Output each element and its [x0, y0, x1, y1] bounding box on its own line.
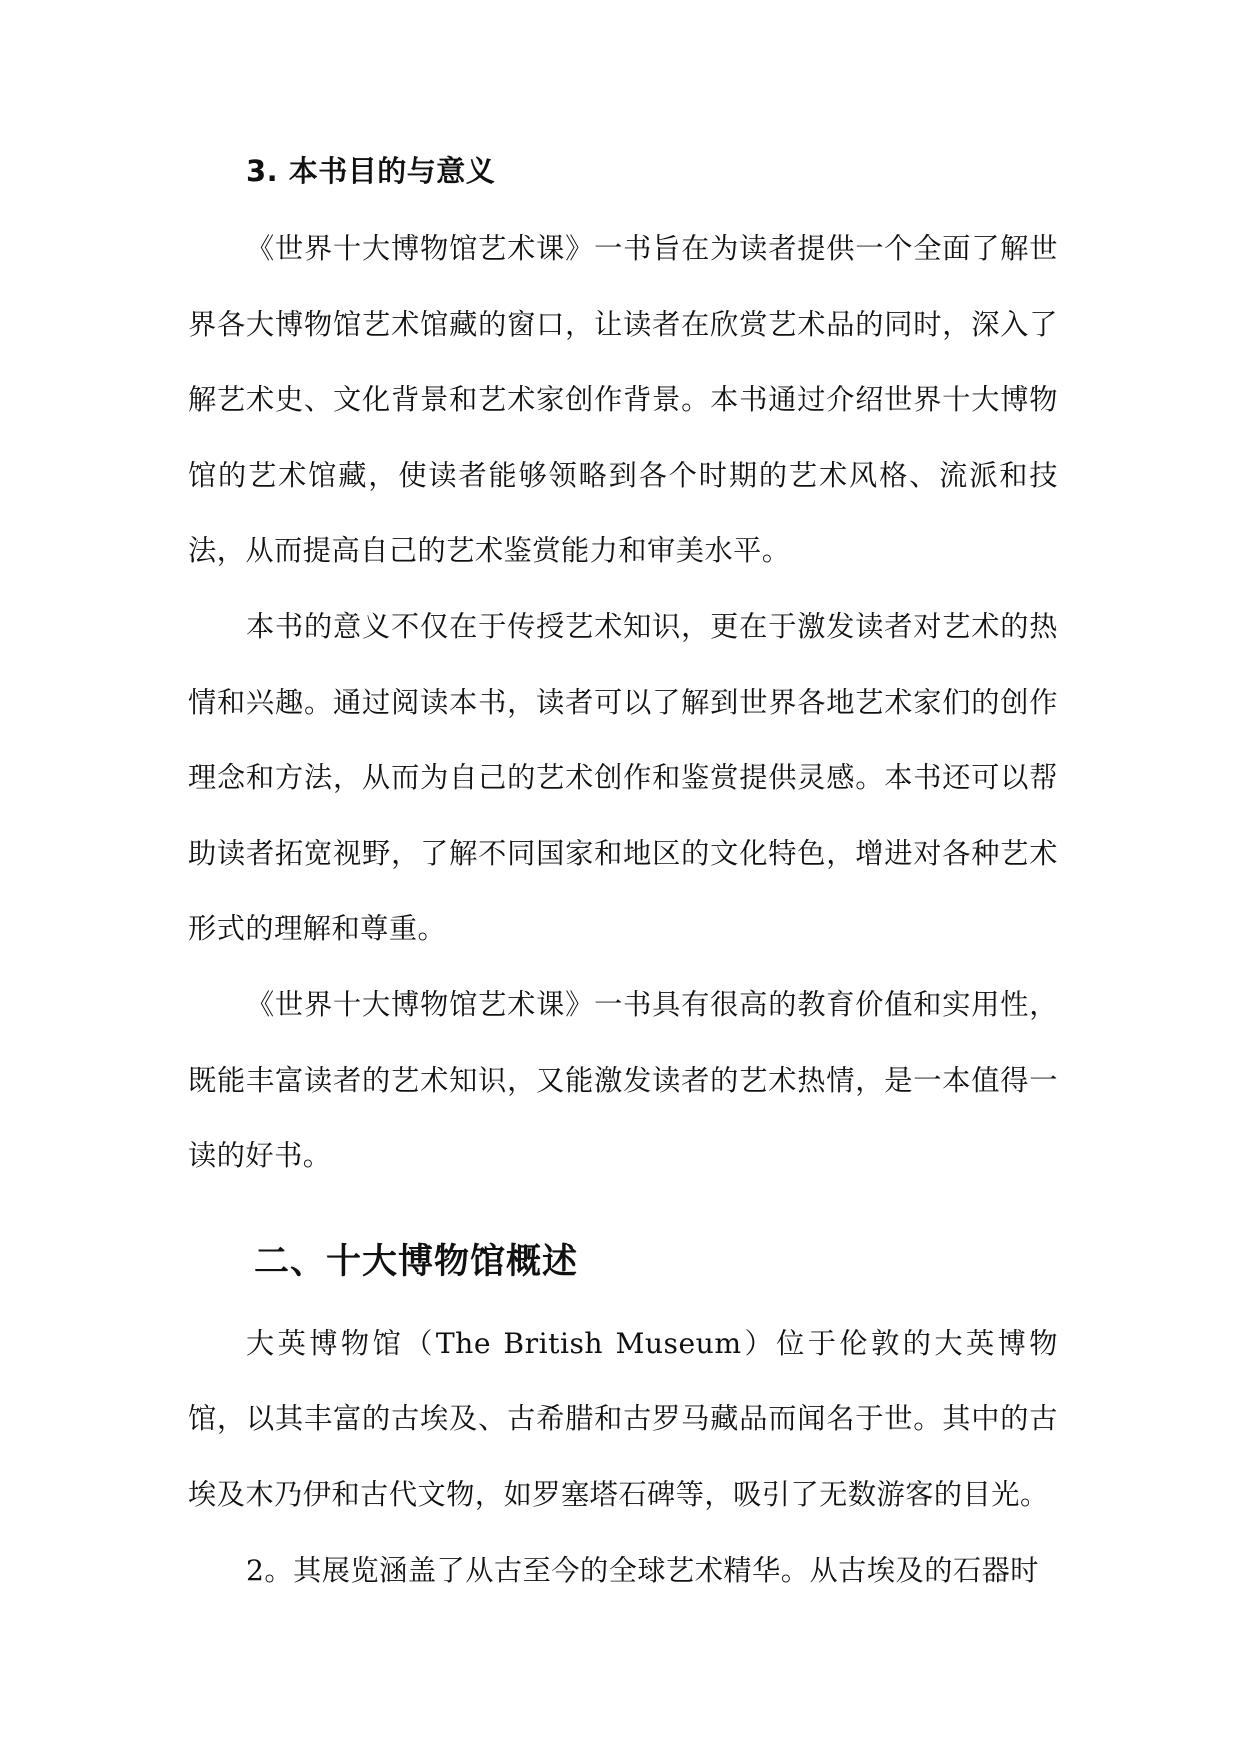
section-heading: 3. 本书目的与意义 — [246, 154, 496, 188]
spacer — [188, 196, 1058, 211]
paragraph-exhibition-scope: 2。其展览涵盖了从古至今的全球艺术精华。从古埃及的石器时 — [246, 1553, 1039, 1587]
chapter-heading: 二、十大博物馆概述 — [254, 1241, 579, 1282]
spacer — [188, 1290, 1058, 1306]
paragraph-british-museum: 大英博物馆（The British Museum）位于伦敦的大英博物馆，以其丰富的古埃及、古希腊和古罗马藏品而闻名于世。其中的古埃及木乃伊和古代文物，如罗塞塔石碑等，吸引了无数游客的目光。 — [188, 1326, 1058, 1511]
page-content — [188, 146, 1058, 1608]
paragraph-book-value: 《世界十大博物馆艺术课》一书具有很高的教育价值和实用性，既能丰富读者的艺术知识，又能激发读者的艺术热情，是一本值得一读的好书。 — [188, 987, 1058, 1173]
spacer — [188, 1194, 1058, 1234]
paragraph-book-purpose: 《世界十大博物馆艺术课》一书旨在为读者提供一个全面了解世界各大博物馆艺术馆藏的窗口，让读者在欣赏艺术品的同时，深入了解艺术史、文化背景和艺术家创作背景。本书通过介绍世界十大博物馆的艺术馆藏，使读者能够领略到各个时期的艺术风格、流派和技法，从而提高自己的艺术鉴赏能力和审美水平。 — [188, 232, 1058, 568]
paragraph-book-significance: 本书的意义不仅在于传授艺术知识，更在于激发读者对艺术的热情和兴趣。通过阅读本书，读者可以了解到世界各地艺术家们的创作理念和方法，从而为自己的艺术创作和鉴赏提供灵感。本书还可以帮助读者拓宽视野，了解不同国家和地区的文化特色，增进对各种艺术形式的理解和尊重。 — [188, 609, 1058, 946]
